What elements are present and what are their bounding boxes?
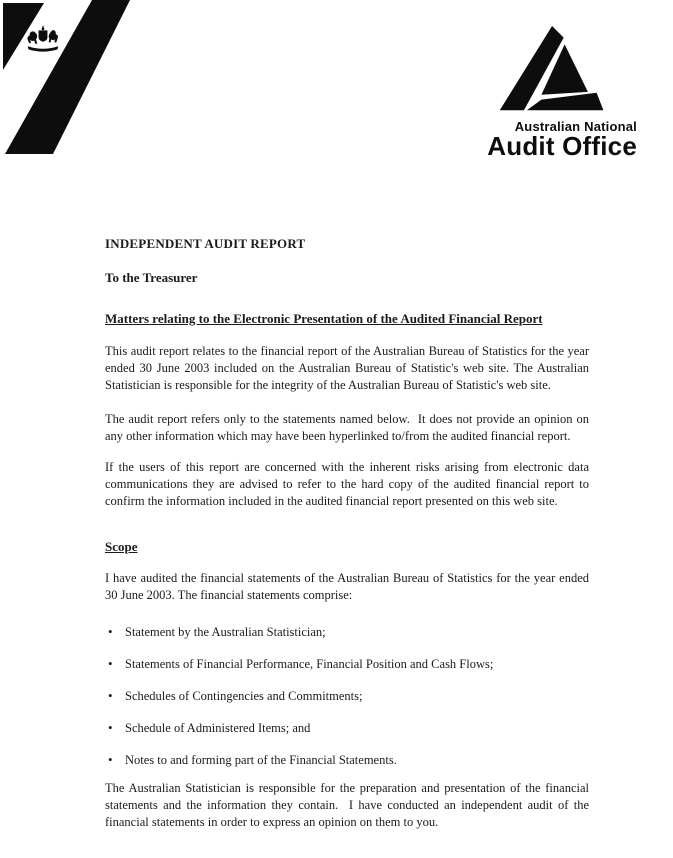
bullet-icon: • [108, 752, 113, 767]
section-heading-electronic-presentation: Matters relating to the Electronic Presentation of the Audited Financial Report [105, 311, 543, 326]
paragraph-electronic-2: The audit report refers only to the statements named below. It does not provide an opinion on any other information which may have been hyperlinked to/from the audited financial report. [105, 412, 593, 443]
bullet-icon: • [108, 688, 113, 703]
paragraph-electronic-3: If the users of this report are concerned with the inherent risks arising from electronic data communications they are advised to refer to the hard copy of the audited financial report to confirm the information included in the audited financial report presented on this web site. [105, 460, 593, 508]
list-item-text: Schedules of Contingencies and Commitments; [125, 689, 363, 703]
anao-logo [437, 25, 637, 159]
list-item-text: Notes to and forming part of the Financial Statements. [125, 753, 397, 767]
list-item [105, 752, 589, 769]
logo-text-line2: Audit Office [487, 131, 637, 161]
report-body [105, 235, 593, 831]
financial-statements-list [105, 624, 589, 769]
australian-coat-of-arms-icon [24, 23, 62, 53]
list-item [105, 720, 589, 737]
section-heading-scope: Scope [105, 539, 138, 554]
list-item [105, 688, 589, 705]
list-item-text: Statements of Financial Performance, Financial Position and Cash Flows; [125, 657, 494, 671]
paragraph-scope-intro: I have audited the financial statements of the Australian Bureau of Statistics for the year ended 30 June 2003. The financial statements comprise: [105, 571, 593, 602]
list-item-text: Statement by the Australian Statistician; [125, 625, 326, 639]
logo-text-line1: Australian National [514, 119, 637, 134]
paragraph-electronic-1: This audit report relates to the financial report of the Australian Bureau of Statistics for the year ended 30 June 2003 included on the Australian Bureau of Statistic's web site. The Australian Statistician is responsible for the integrity of the Australian Bureau of Statistic's web site. [105, 344, 593, 392]
report-title: INDEPENDENT AUDIT REPORT [105, 236, 306, 251]
paragraph-scope-closing: The Australian Statistician is responsible for the preparation and presentation of the financial statements and the information they contain. I have conducted an independent audit of the financial statements in order to express an opinion on them to you. [105, 781, 593, 829]
report-addressee: To the Treasurer [105, 270, 198, 285]
list-item [105, 656, 589, 673]
bullet-icon: • [108, 720, 113, 735]
anao-triangle-icon [491, 25, 617, 117]
bullet-icon: • [108, 656, 113, 671]
list-item-text: Schedule of Administered Items; and [125, 721, 311, 735]
list-item [105, 624, 589, 641]
bullet-icon: • [108, 624, 113, 639]
